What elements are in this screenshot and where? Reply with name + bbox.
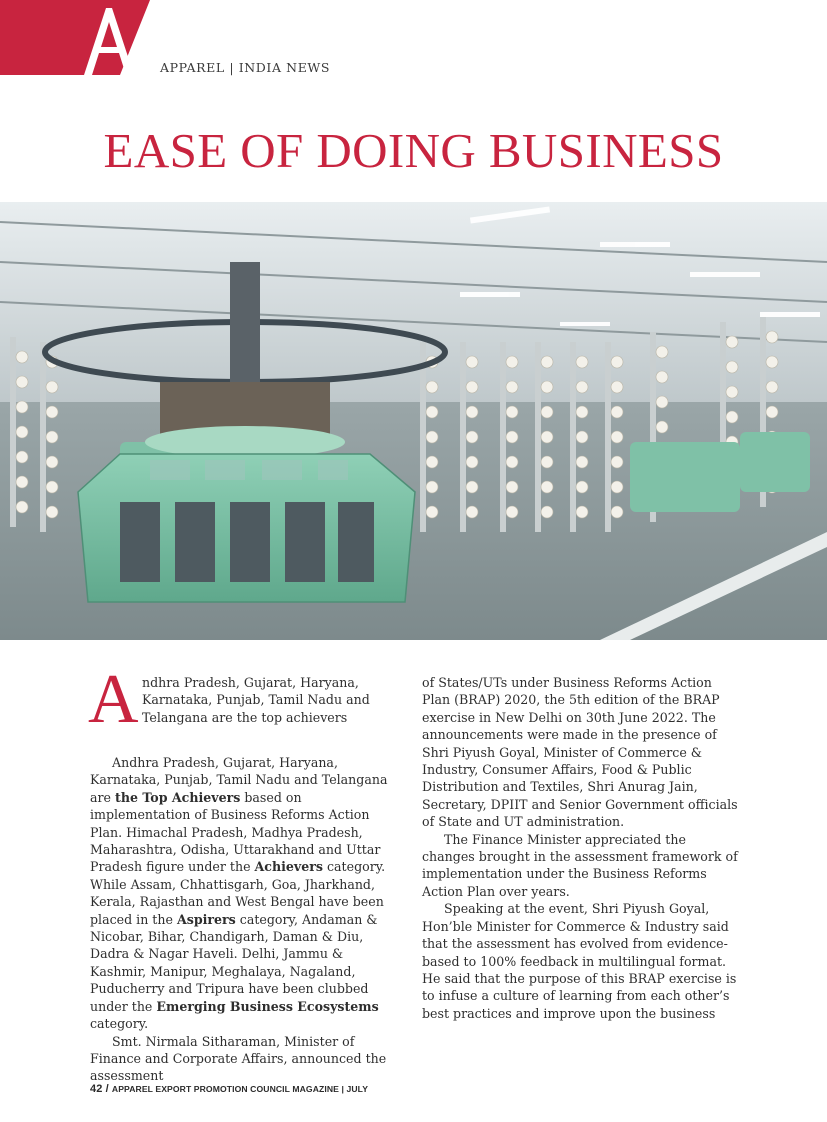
- paragraph-5: Speaking at the event, Shri Piyush Goyal, Hon’ble Minister for Commerce & Industry said that the assessment has evolved from evidence-based to 100% feedback in multilingual format. He said that the purpose of this BRAP exercise is to infuse a culture of learning from each other’s best practices and improve upon the business: [422, 901, 737, 1021]
- page-number: 42: [90, 1083, 103, 1095]
- article-column-right: [422, 674, 738, 1022]
- lede-text: ndhra Pradesh, Gujarat, Haryana, Karnataka, Punjab, Tamil Nadu and Telangana are the top achievers: [142, 675, 370, 725]
- factory-photo: [0, 202, 827, 640]
- lede: [88, 661, 400, 738]
- section-label: APPAREL | INDIA NEWS: [160, 60, 331, 75]
- article-column-left: [88, 661, 400, 1085]
- magazine-logo: [0, 0, 150, 75]
- article-title: EASE OF DOING BUSINESS: [103, 123, 724, 178]
- paragraph-4: The Finance Minister appreciated the changes brought in the assessment framework of implementation under the Business Reforms Action Plan over years.: [422, 831, 738, 899]
- paragraph-3: of States/UTs under Business Reforms Action Plan (BRAP) 2020, the 5th edition of the BRAP exercise in New Delhi on 30th June 2022. The announcements were made in the presence of Shri Piyush Goyal, Minister of Commerce & Industry, Consumer Affairs, Food & Public Distribution and Textiles, Shri Anurag Jain, Secretary, DPIIT and Senior Government officials of State and UT administration.: [422, 675, 738, 830]
- page-footer: 42 / APPAREL EXPORT PROMOTION COUNCIL MAGAZINE | JULY: [90, 1083, 369, 1095]
- drop-cap: A: [88, 661, 139, 738]
- publication-name: APPAREL EXPORT PROMOTION COUNCIL MAGAZINE | JULY: [111, 1084, 369, 1094]
- paragraph-2: Smt. Nirmala Sitharaman, Minister of Finance and Corporate Affairs, announced the assessment: [90, 1033, 387, 1084]
- paragraph-1: Andhra Pradesh, Gujarat, Haryana, Karnataka, Punjab, Tamil Nadu and Telangana are the Top Achievers based on implementation of Business Reforms Action Plan. Himachal Pradesh, Madhya Pradesh, Maharashtra, Odisha, Uttarakhand and Uttar Pradesh figure under the Achievers category. While Assam, Chhattisgarh, Goa, Jharkhand, Kerala, Rajasthan and West Bengal have been placed in the Aspirers category, Andaman & Nicobar, Bihar, Chandigarh, Daman & Diu, Dadra & Nagar Haveli. Delhi, Jammu & Kashmir, Manipur, Meghalaya, Nagaland, Puducherry and Tripura have been clubbed under the Emerging Business Ecosystems category.: [90, 755, 388, 1032]
